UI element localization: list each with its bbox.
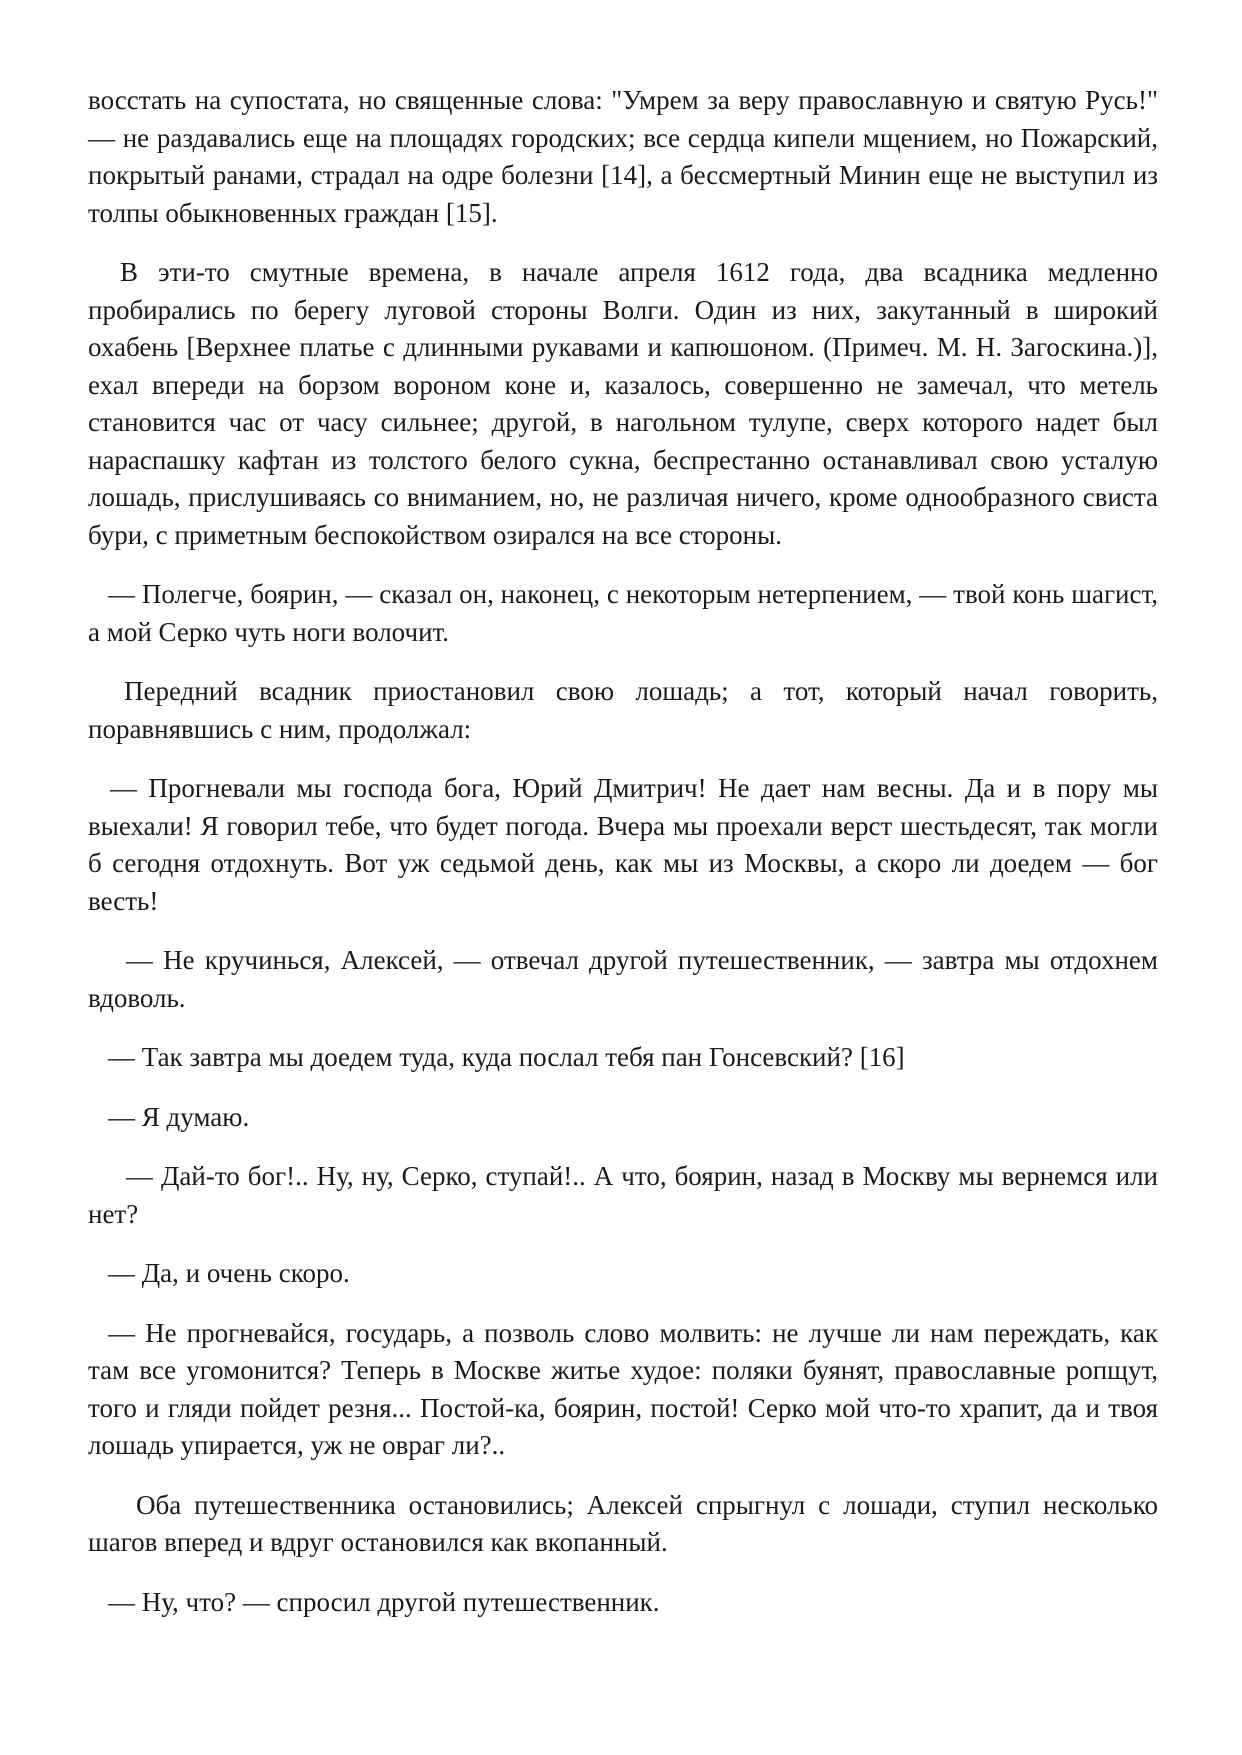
paragraph-10: — Да, и очень скоро.	[108, 1258, 350, 1288]
paragraph-4: Передний всадник приостановил свою лошадь; а тот, который начал говорить, поравнявшись с ним, продолжал:	[88, 676, 1158, 744]
paragraph-7: — Так завтра мы доедем туда, куда послал тебя пан Гонсевский? [16]	[108, 1042, 905, 1072]
paragraph-13: — Ну, что? — спросил другой путешественник.	[108, 1586, 660, 1617]
document-page	[88, 82, 1158, 1643]
paragraph-6: — Не кручинься, Алексей, — отвечал другой путешественник, — завтра мы отдохнем вдоволь.	[88, 945, 1158, 1013]
paragraph-5: — Прогневали мы господа бога, Юрий Дмитрич! Не дает нам весны. Да и в пору мы выехали! Я говорил тебе, что будет погода. Вчера мы проехали верст шестьдесят, так могли б сегодня отдохнуть. Вот уж седьмой день, как мы из Москвы, а скоро ли доедем — бог весть!	[88, 773, 1158, 916]
paragraph-8: — Я думаю.	[108, 1101, 250, 1132]
paragraph-12: Оба путешественника остановились; Алексей спрыгнул с лошади, ступил несколько шагов вперед и вдруг остановился как вкопанный.	[88, 1489, 1158, 1557]
paragraph-9: — Дай-то бог!.. Ну, ну, Серко, ступай!.. А что, боярин, назад в Москву мы вернемся или нет?	[88, 1161, 1158, 1229]
paragraph-3: — Полегче, боярин, — сказал он, наконец, с некоторым нетерпением, — твой конь шагист, а мой Серко чуть ноги волочит.	[88, 579, 1158, 647]
paragraph-1: восстать на супостата, но священные слова: "Умрем за веру православную и святую Русь!" — не раздавались еще на площадях городских; все сердца кипели мщением, но Пожарский, покрытый ранами, страдал на одре болезни [14], а бессмертный Минин еще не выступил из толпы обыкновенных граждан [15].	[88, 85, 1158, 228]
paragraph-11: — Не прогневайся, государь, а позволь слово молвить: не лучше ли нам переждать, как там все угомонится? Теперь в Москве житье худое: поляки буянят, православные ропщут, того и гляди пойдет резня... Постой-ка, боярин, постой! Серко мой что-то храпит, да и твоя лошадь упирается, уж не овраг ли?..	[88, 1317, 1158, 1460]
paragraph-2: В эти-то смутные времена, в начале апреля 1612 года, два всадника медленно пробирались по берегу луговой стороны Волги. Один из них, закутанный в широкий охабень [Верхнее платье с длинными рукавами и капюшоном. (Примеч. М. Н. Загоскина.)], ехал впереди на борзом вороном коне и, казалось, совершенно не замечал, что метель становится час от часу сильнее; другой, в нагольном тулупе, сверх которого надет был нараспашку кафтан из толстого белого сукна, беспрестанно останавливал свою усталую лошадь, прислушиваясь со вниманием, но, не различая ничего, кроме однообразного свиста бури, с приметным беспокойством озирался на все стороны.	[88, 257, 1158, 550]
